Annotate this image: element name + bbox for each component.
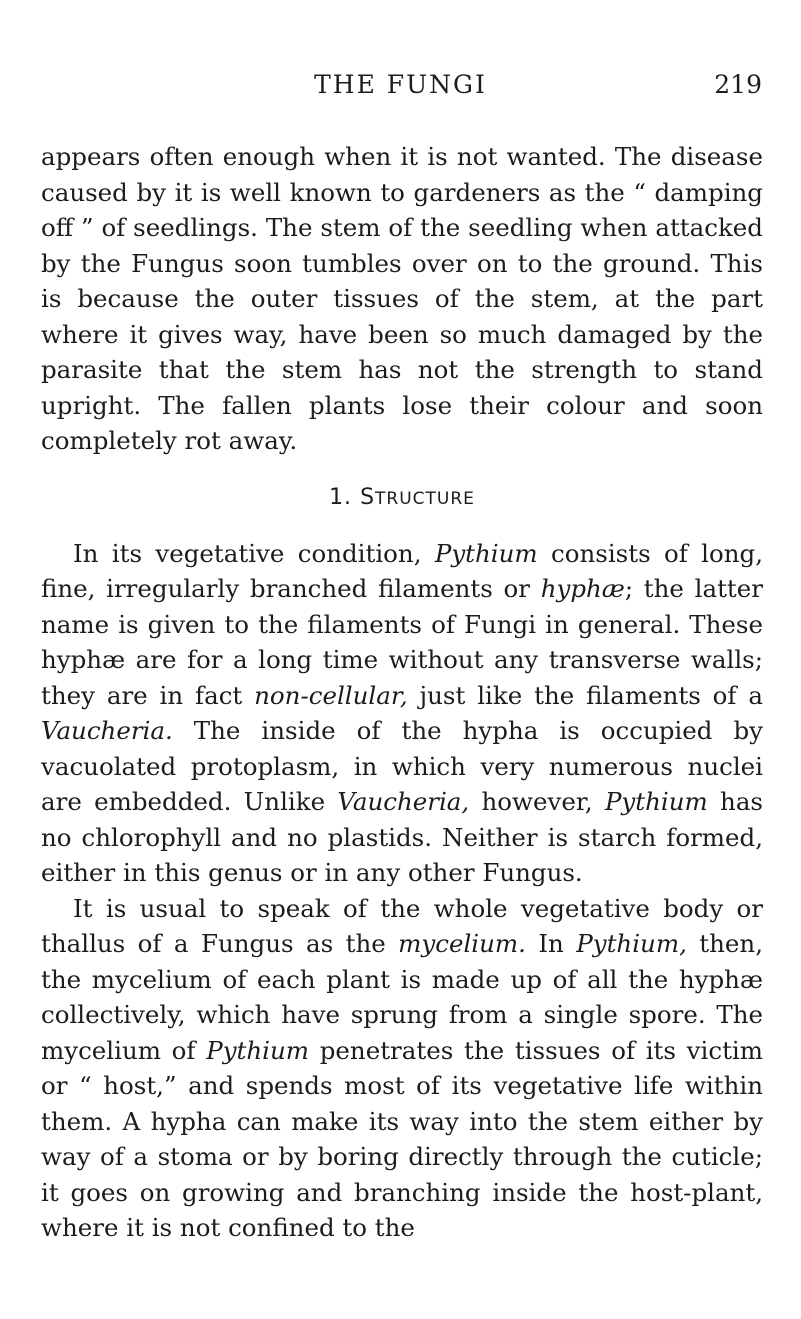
text-run: however, <box>469 787 605 816</box>
italic-term: Vaucheria, <box>337 787 470 816</box>
italic-term: Pythium <box>604 787 708 816</box>
text-run: just like the filaments of a <box>407 680 763 710</box>
paragraph-mycelium <box>41 891 763 1246</box>
section-heading <box>41 483 763 514</box>
italic-term: Vaucheria. <box>41 716 173 745</box>
italic-term: hyphæ <box>540 574 625 603</box>
section-title-rest: TRUCTURE <box>375 488 475 509</box>
italic-term: Pythium <box>434 538 538 568</box>
paragraph-continuation: appears often enough when it is not wanted. The disease caused by it is well known to gardeners as the “ damping off ” of seedlings. The stem of the seedling when attacked by the Fungus soon tumbles over on to the ground. This is because the outer tissues of the stem, at the part where it gives way, have been so much damaged by the parasite that the stem has not the strength to stand upright. The fallen plants lose their colour and soon completely rot away. <box>41 142 763 455</box>
section-number: 1. <box>329 484 353 510</box>
page-number: 219 <box>714 70 762 99</box>
section-title-initial: S <box>360 484 376 510</box>
italic-term: non-cellular, <box>254 680 408 710</box>
text-run: In its vegetative condition, <box>73 538 435 568</box>
text-run: penetrates the tissues of its victim or “ host,” and spends most of its vegetative life within them. A hypha can make its way into the stem either by way of a stoma or by boring directly through the cuticle; it goes on growing and branching inside the host-plant, where it is not confined to the <box>41 1035 763 1242</box>
text-run: It is usual to speak of the whole vegetative body or thallus of a Fungus as the <box>41 893 763 958</box>
text-run: then, the mycelium of each plant is made up of all the hyphæ collectively, which have sprung from a single spore. The mycelium of <box>41 929 763 1065</box>
italic-term: Pythium <box>206 1035 310 1065</box>
running-header <box>0 70 801 104</box>
italic-term: Pythium, <box>576 929 687 958</box>
running-title: THE FUNGI <box>314 70 487 99</box>
text-run: has no chlorophyll and no plastids. Neither is starch formed, either in this genus or in any other Fungus. <box>41 787 764 887</box>
body-text <box>41 139 763 1246</box>
italic-term: mycelium. <box>398 929 526 958</box>
text-run: In <box>525 929 577 958</box>
text-run: The inside of the hypha is occupied by vacuolated protoplasm, in which very numerous nuclei are embedded. Unlike <box>41 716 763 816</box>
text-run: ; the latter name is given to the filaments of Fungi in general. These hyphæ are for a long time without any transverse walls; they are in fact <box>41 574 763 710</box>
paragraph-structure <box>41 536 763 891</box>
text-run: consists of long, fine, irregularly branched filaments or <box>41 538 763 603</box>
